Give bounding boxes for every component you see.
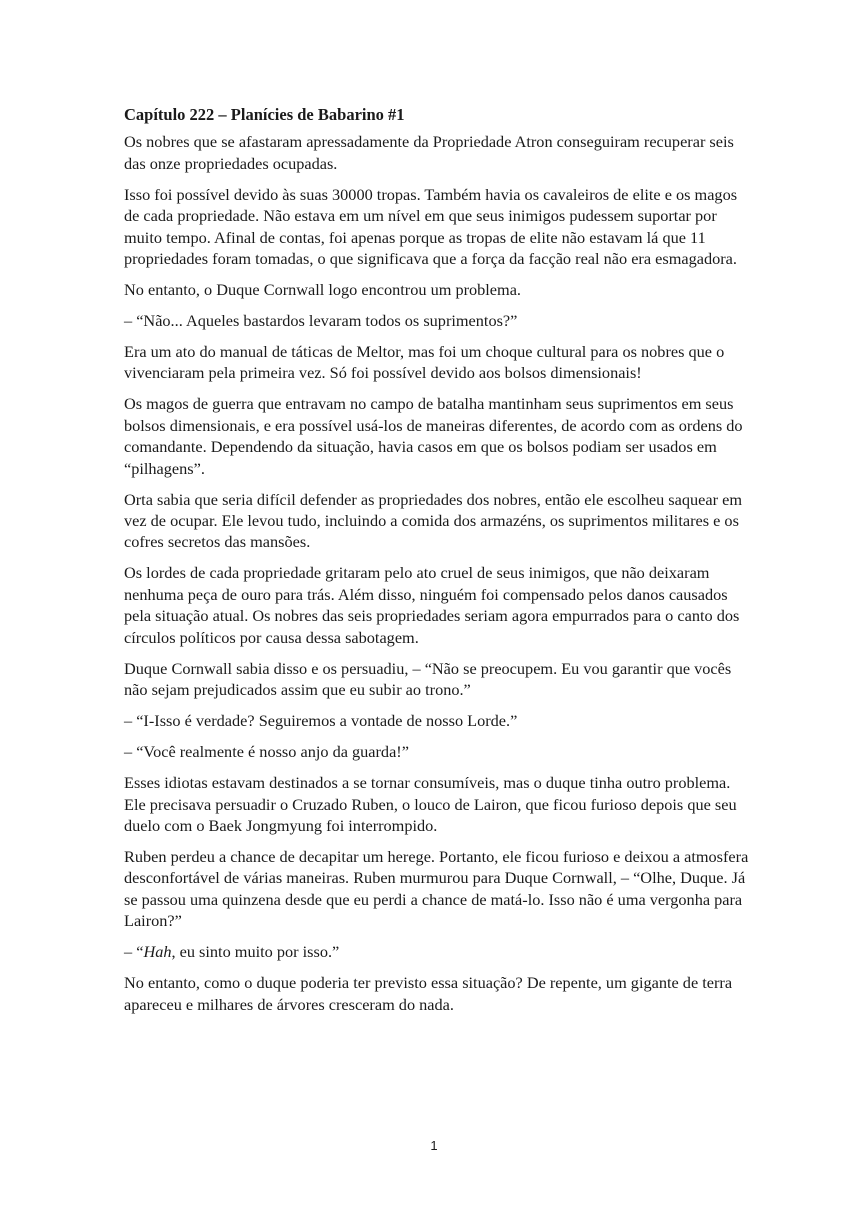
paragraph-5: Era um ato do manual de táticas de Meltor, mas foi um choque cultural para os nobres que o vivenciaram pela primeira vez. Só foi possível devido aos bolsos dimensionais! (124, 342, 725, 383)
paragraph-15: No entanto, como o duque poderia ter previsto essa situação? De repente, um gigante de terra apareceu e milhares de árvores cresceram do nada. (124, 973, 733, 1014)
paragraph-8: Os lordes de cada propriedade gritaram pelo ato cruel de seus inimigos, que não deixaram nenhuma peça de ouro para trás. Além disso, ninguém foi compensado pelos danos causados pela situação atual. Os nobres das seis propriedades seriam agora empurrados para o canto dos círculos políticos por causa dessa sabotagem. (124, 563, 740, 647)
paragraph-7: Orta sabia que seria difícil defender as propriedades dos nobres, então ele escolheu saquear em vez de ocupar. Ele levou tudo, incluindo a comida dos armazéns, os suprimentos militares e os cofres secretos das mansões. (124, 489, 742, 552)
paragraph-4: – “Não... Aqueles bastardos levaram todos os suprimentos?” (124, 311, 518, 331)
paragraph-12: Esses idiotas estavam destinados a se tornar consumíveis, mas o duque tinha outro problema. Ele precisava persuadir o Cruzado Ruben, o louco de Lairon, que ficou furioso depois que seu duelo com o Baek Jongmyung foi interrompido. (124, 773, 737, 835)
paragraph-11: – “Você realmente é nosso anjo da guarda!” (124, 742, 409, 762)
paragraph-14 (124, 941, 749, 962)
paragraph-2: Isso foi possível devido às suas 30000 tropas. Também havia os cavaleiros de elite e os magos de cada propriedade. Não estava em um nível em que seus inimigos pudessem suportar por muito tempo. Afinal de contas, foi apenas porque as tropas de elite não estavam lá que 11 propriedades foram tomadas, o que significava que a força da facção real não era esmagadora. (124, 184, 738, 269)
paragraph-9: Duque Cornwall sabia disso e os persuadiu, – “Não se preocupem. Eu vou garantir que vocês não sejam prejudicados assim que eu subir ao trono.” (124, 658, 732, 700)
paragraph-3: No entanto, o Duque Cornwall logo encontrou um problema. (124, 280, 521, 300)
paragraph-10: – “I-Isso é verdade? Seguiremos a vontade de nosso Lorde.” (124, 711, 518, 731)
quote-prefix: – “ (124, 942, 144, 962)
quote-suffix: , eu sinto muito por isso.” (171, 942, 340, 962)
paragraph-1: Os nobres que se afastaram apressadamente da Propriedade Atron conseguiram recuperar seis das onze propriedades ocupadas. (124, 132, 734, 173)
page-number: 1 (430, 1138, 438, 1153)
chapter-title: Capítulo 222 – Planícies de Babarino #1 (124, 105, 405, 124)
document-body (124, 104, 749, 1025)
paragraph-6: Os magos de guerra que entravam no campo de batalha mantinham seus suprimentos em seus bolsos dimensionais, e era possível usá-los de maneiras diferentes, de acordo com as ordens do comandante. Dependendo da situação, havia casos em que os bolsos podiam ser usados em “pilhagens”. (124, 394, 743, 478)
paragraph-13: Ruben perdeu a chance de decapitar um herege. Portanto, ele ficou furioso e deixou a atmosfera desconfortável de várias maneiras. Ruben murmurou para Duque Cornwall, – “Olhe, Duque. Já se passou uma quinzena desde que eu perdi a chance de matá-lo. Isso não é uma vergonha para Lairon?” (124, 846, 749, 931)
italic-interjection: Hah (143, 942, 172, 962)
